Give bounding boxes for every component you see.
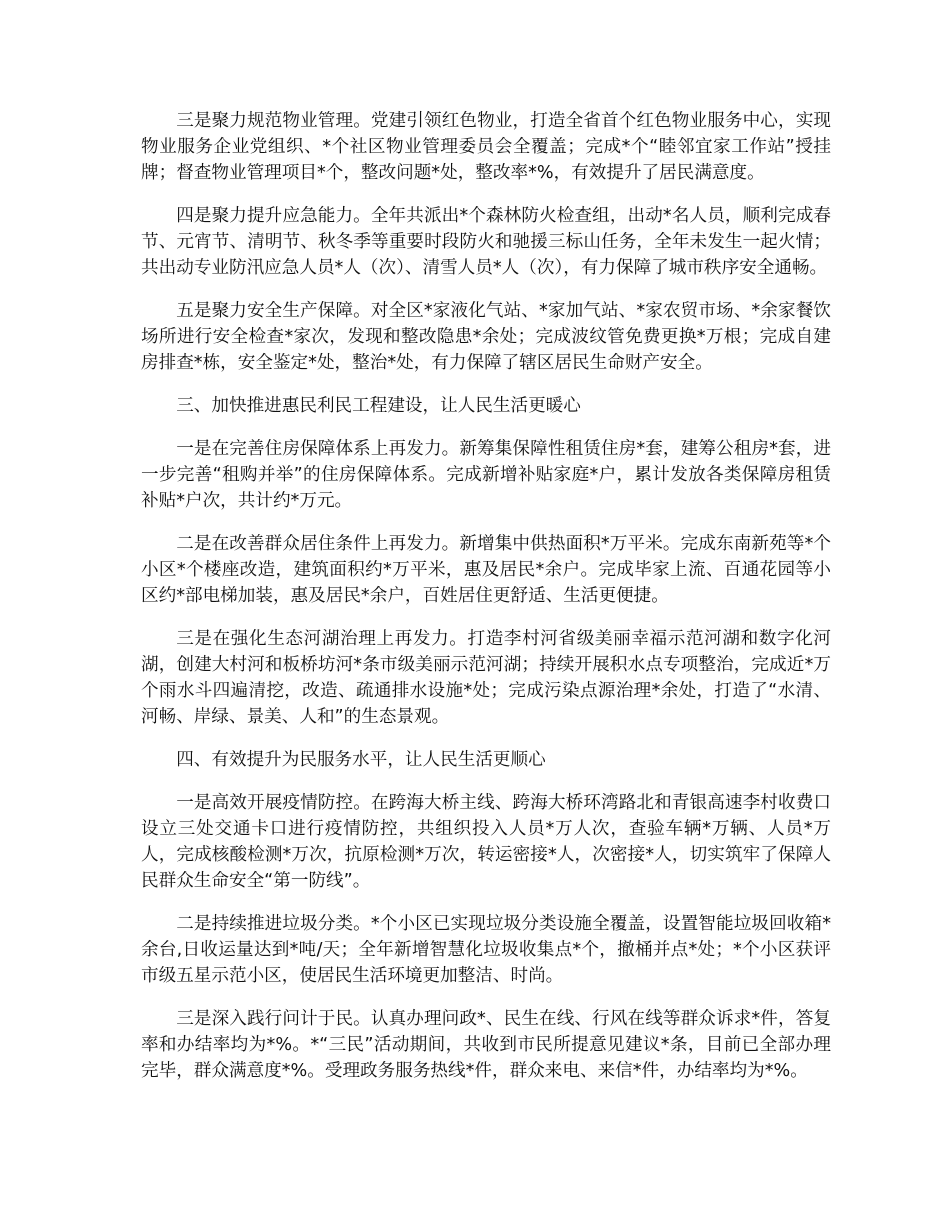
section-heading-livelihood-projects: 三、加快推进惠民利民工程建设，让人民生活更暖心 <box>176 396 581 416</box>
paragraph-housing-security: 一是在完善住房保障体系上再发力。新筹集保障性租赁住房*套，建筹公租房*套，进一步完善“租购并举”的住房保障体系。完成新增补贴家庭*户，累计发放各类保障房租赁补贴*户次，共计约*万元。 <box>141 439 831 511</box>
paragraph-river-governance: 三是在强化生态河湖治理上再发力。打造李村河省级美丽幸福示范河湖和数字化河湖，创建大村河和板桥坊河*条市级美丽示范河湖；持续开展积水点专项整治，完成近*万个雨水斗四遍清挖，改造、疏通排水设施*处；完成污染点源治理*余处，打造了“水清、河畅、岸绿、景美、人和”的生态景观。 <box>141 629 831 727</box>
paragraph-epidemic-control: 一是高效开展疫情防控。在跨海大桥主线、跨海大桥环湾路北和青银高速李村收费口设立三处交通卡口进行疫情防控，共组织投入人员*万人次，查验车辆*万辆、人员*万人，完成核酸检测*万次，抗原检测*万次，转运密接*人，次密接*人，切实筑牢了保障人民群众生命安全“第一防线”。 <box>141 793 831 891</box>
paragraph-waste-sorting: 二是持续推进垃圾分类。*个小区已实现垃圾分类设施全覆盖，设置智能垃圾回收箱*余台,日收运量达到*吨/天；全年新增智慧化垃圾收集点*个，撤桶并点*处；*个小区获评市级五星示范小区，使居民生活环境更加整洁、时尚。 <box>141 914 831 986</box>
paragraph-production-safety: 五是聚力安全生产保障。对全区*家液化气站、*家加气站、*家农贸市场、*余家餐饮场所进行安全检查*家次，发现和整改隐患*余处；完成波纹管免费更换*万根；完成自建房排查*栋，安全鉴定*处，整治*处，有力保障了辖区居民生命财产安全。 <box>141 301 831 373</box>
document-body <box>141 108 831 1101</box>
paragraph-emergency-capability: 四是聚力提升应急能力。全年共派出*个森林防火检查组，出动*名人员，顺利完成春节、元宵节、清明节、秋冬季等重要时段防火和驰援三标山任务，全年未发生一起火情；共出动专业防汛应急人员*人（次）、清雪人员*人（次），有力保障了城市秩序安全通畅。 <box>141 206 831 278</box>
section-heading-public-service: 四、有效提升为民服务水平，让人民生活更顺心 <box>176 750 546 770</box>
paragraph-public-consultation: 三是深入践行问计于民。认真办理问政*、民生在线、行风在线等群众诉求*件，答复率和办结率均为*%。*“三民”活动期间，共收到市民所提意见建议*条，目前已全部办理完毕，群众满意度*%。受理政务服务热线*件，群众来电、来信*件，办结率均为*%。 <box>141 1009 831 1081</box>
paragraph-living-conditions: 二是在改善群众居住条件上再发力。新增集中供热面积*万平米。完成东南新苑等*个小区*个楼座改造，建筑面积约*万平米，惠及居民*余户。完成毕家上流、百通花园等小区约*部电梯加装，惠及居民*余户，百姓居住更舒适、生活更便捷。 <box>141 534 831 606</box>
paragraph-property-management: 三是聚力规范物业管理。党建引领红色物业，打造全省首个红色物业服务中心，实现物业服务企业党组织、*个社区物业管理委员会全覆盖；完成*个“睦邻宜家工作站”授挂牌；督查物业管理项目*个，整改问题*处，整改率*%，有效提升了居民满意度。 <box>141 111 831 183</box>
